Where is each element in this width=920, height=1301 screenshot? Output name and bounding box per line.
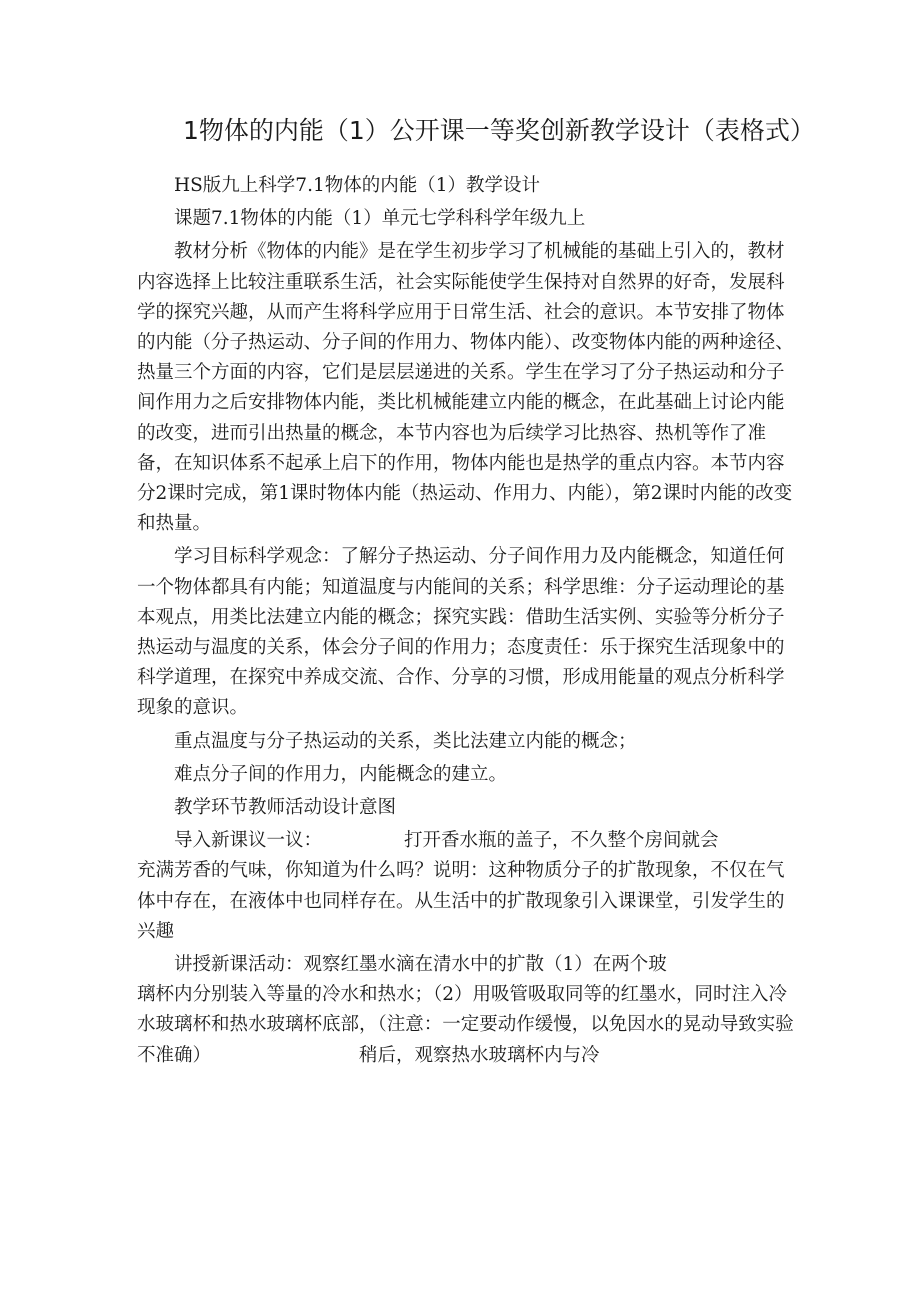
subtitle: HS版九上科学7.1物体的内能（1）教学设计	[174, 175, 540, 196]
difficult-point: 难点分子间的作用力，内能概念的建立。	[174, 763, 508, 785]
course-info: 课题7.1物体的内能（1）单元七学科科学年级九上	[174, 208, 586, 230]
lecture-body: 璃杯内分别装入等量的冷水和热水；（2）用吸管吸取同等的红墨水，同时注入冷水玻璃杯和热水玻璃杯底部，（注意：一定要动作缓慢，以免因水的晃动导致实验不准确）	[137, 984, 794, 1066]
lecture-section	[137, 950, 797, 1071]
lecture-head: 讲授新课活动：观察红墨水滴在清水中的扩散（1）在两个玻	[174, 954, 667, 976]
intro-body: 充满芳香的气味，你知道为什么吗？说明：这种物质分子的扩散现象，不仅在气体中存在，在液体中也同样存在。从生活中的扩散现象引入课课堂，引发学生的兴趣	[137, 860, 785, 942]
intro-head: 导入新课议一议：	[174, 830, 323, 852]
intro-section	[137, 826, 797, 947]
material-analysis-paragraph: 教材分析《物体的内能》是在学生初步学习了机械能的基础上引入的，教材内容选择上比较注重联系生活，社会实际能使学生保持对自然界的好奇，发展科学的探究兴趣，从而产生将科学应用于日常生活、社会的意识。本节安排了物体的内能（分子热运动、分子间的作用力、物体内能）、改变物体内能的两种途径、热量三个方面的内容，它们是层层递进的关系。学生在学习了分子热运动和分子间作用力之后安排物体内能，类比机械能建立内能的概念，在此基础上讨论内能的改变，进而引出热量的概念，本节内容也为后续学习比热容、热机等作了准备，在知识体系不起承上启下的作用，物体内能也是热学的重点内容。本节内容分2课时完成，第1课时物体内能（热运动、作用力、内能），第2课时内能的改变和热量。	[137, 241, 794, 535]
intro-head-rest: 打开香水瓶的盖子，不久整个房间就会	[404, 830, 719, 852]
document-body	[137, 171, 797, 1074]
document-title: 1物体的内能（1）公开课一等奖创新教学设计（表格式）	[183, 116, 815, 145]
learning-goals-paragraph: 学习目标科学观念：了解分子热运动、分子间作用力及内能概念，知道任何一个物体都具有内能；知道温度与内能间的关系；科学思维：分子运动理论的基本观点，用类比法建立内能的概念；探究实践：借助生活实例、实验等分析分子热运动与温度的关系，体会分子间的作用力；态度责任：乐于探究生活现象中的科学道理，在探究中养成交流、合作、分享的习惯，形成用能量的观点分析科学现象的意识。	[137, 546, 785, 719]
lecture-tail: 稍后，观察热水玻璃杯内与冷	[359, 1044, 600, 1066]
table-header-row: 教学环节教师活动设计意图	[174, 797, 397, 819]
intro-first-line	[137, 826, 797, 856]
key-point: 重点温度与分子热运动的关系，类比法建立内能的概念；	[174, 730, 637, 752]
